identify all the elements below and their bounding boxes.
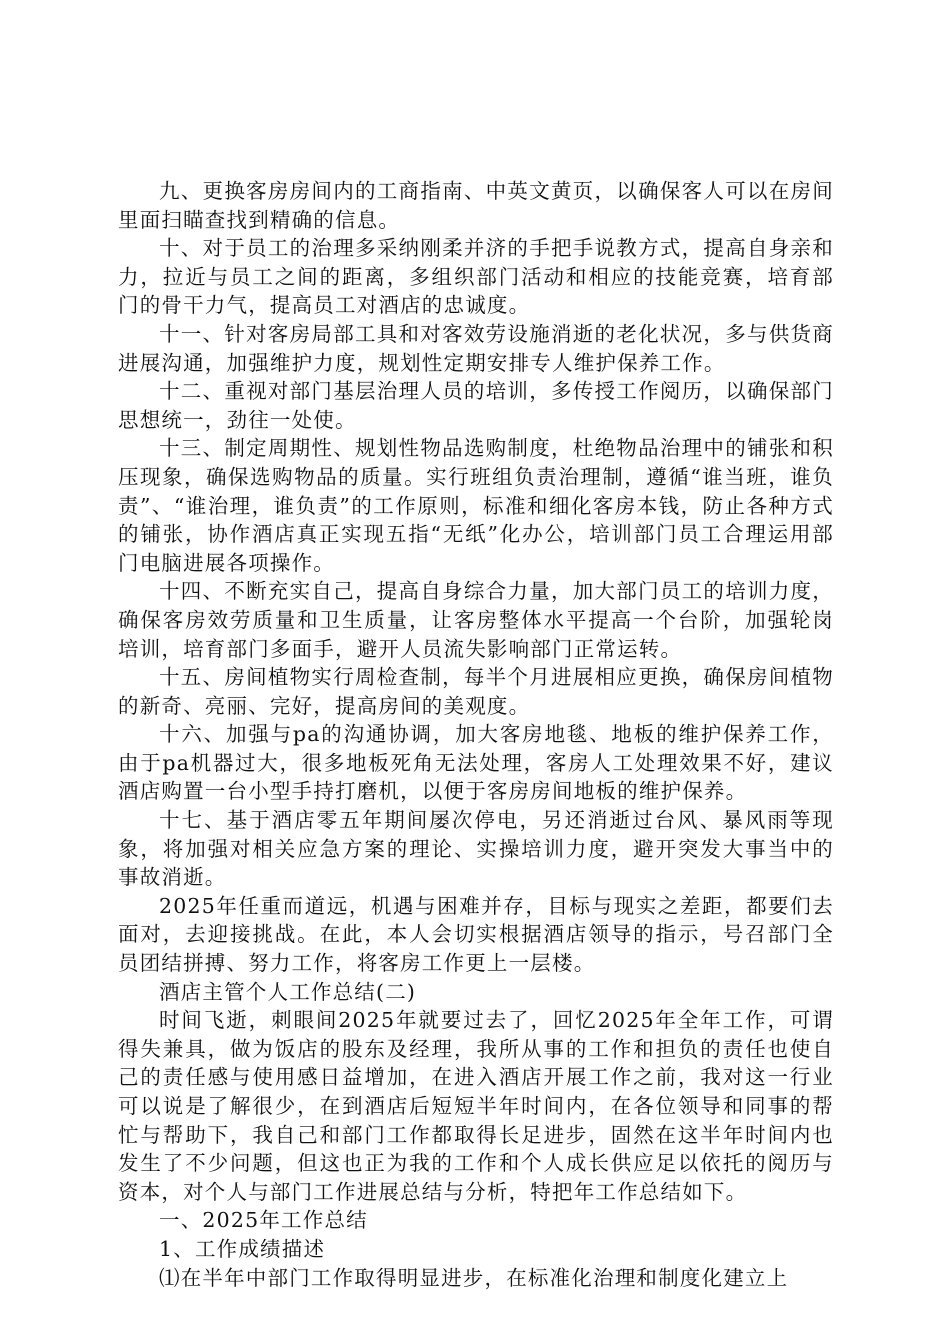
document-body	[118, 177, 834, 1292]
paragraph-item-11: 十一、针对客房局部工具和对客效劳设施消逝的老化状况，多与供货商进展沟通，加强维护力度，规划性定期安排专人维护保养工作。	[118, 321, 834, 375]
paragraph-intro: 时间飞逝，刺眼间2025年就要过去了，回忆2025年全年工作，可谓得失兼具，做为饭店的股东及经理，我所从事的工作和担负的责任也使自己的责任感与使用感日益增加，在进入酒店开展工作之前，我对这一行业可以说是了解很少，在到酒店后短短半年时间内，在各位领导和同事的帮忙与帮助下，我自己和部门工作都取得长足进步，固然在这半年时间内也发生了不少问题，但这也正为我的工作和个人成长供应足以依托的阅历与资本，对个人与部门工作进展总结与分析，特把年工作总结如下。	[118, 1008, 834, 1204]
paragraph-item-9: 九、更换客房房间内的工商指南、中英文黄页，以确保客人可以在房间里面扫瞄查找到精确的信息。	[118, 179, 834, 232]
paragraph-item-16: 十六、加强与pa的沟通协调，加大客房地毯、地板的维护保养工作，由于pa机器过大，很多地板死角无法处理，客房人工处理效果不好，建议酒店购置一台小型手持打磨机，以便于客房房间地板的维护保养。	[118, 722, 834, 804]
paragraph-item-achievement-1: ⑴在半年中部门工作取得明显进步，在标准化治理和制度化建立上	[159, 1265, 789, 1290]
paragraph-item-15: 十五、房间植物实行周检查制，每半个月进展相应更换，确保房间植物的新奇、亮丽、完好，提高房间的美观度。	[118, 665, 834, 718]
paragraph-item-10: 十、对于员工的治理多采纳刚柔并济的手把手说教方式，提高自身亲和力，拉近与员工之间的距离，多组织部门活动和相应的技能竞赛，培育部门的骨干力气，提高员工对酒店的忠诚度。	[118, 236, 834, 318]
paragraph-item-14: 十四、不断充实自己，提高自身综合力量，加大部门员工的培训力度，确保客房效劳质量和卫生质量，让客房整体水平提高一个台阶，加强轮岗培训，培育部门多面手，避开人员流失影响部门正常运转。	[118, 579, 834, 661]
paragraph-outlook-2025: 2025年任重而道远，机遇与困难并存，目标与现实之差距，都要们去面对，去迎接挑战。在此，本人会切实根据酒店领导的指示，号召部门全员团结拼搏、努力工作，将客房工作更上一层楼。	[118, 893, 834, 976]
paragraph-item-13: 十三、制定周期性、规划性物品选购制度，杜绝物品治理中的铺张和积压现象，确保选购物品的质量。实行班组负责治理制，遵循“谁当班，谁负责”、“谁治理，谁负责”的工作原则，标准和细化客房本钱，防止各种方式的铺张，协作酒店真正实现五指“无纸”化办公，培训部门员工合理运用部门电脑进展各项操作。	[118, 436, 834, 575]
section-heading-summary-2: 酒店主管个人工作总结(二)	[159, 979, 417, 1004]
subheading-achievements: 1、工作成绩描述	[159, 1236, 326, 1261]
paragraph-item-12: 十二、重视对部门基层治理人员的培训，多传授工作阅历，以确保部门思想统一，劲往一处使。	[118, 379, 834, 432]
paragraph-item-17: 十七、基于酒店零五年期间屡次停电，另还消逝过台风、暴风雨等现象，将加强对相关应急方案的理论、实操培训力度，避开突发大事当中的事故消逝。	[118, 808, 834, 890]
subheading-work-summary: 一、2025年工作总结	[159, 1208, 368, 1233]
